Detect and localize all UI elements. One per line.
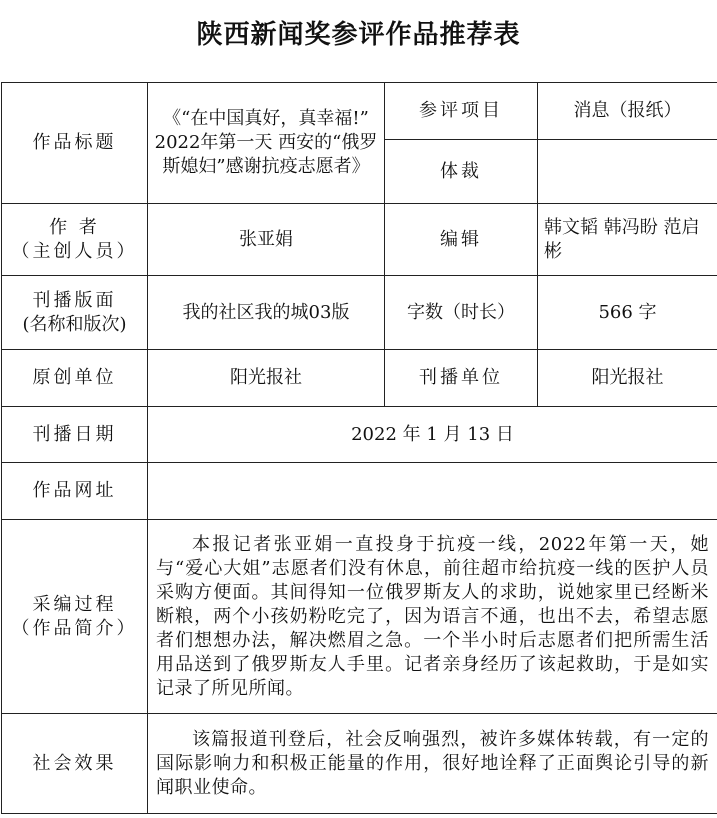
process-label-line2: （作品简介） (11, 617, 138, 639)
wordcount-label: 字数（时长） (385, 276, 538, 350)
publisher-value: 阳光报社 (538, 350, 717, 407)
title-label: 作品标题 (2, 83, 148, 204)
origin-value: 阳光报社 (148, 350, 385, 407)
genre-value (538, 140, 717, 204)
category-label: 参评项目 (385, 83, 538, 140)
category-value: 消息（报纸） (538, 83, 717, 140)
date-value: 2022 年 1 月 13 日 (148, 407, 717, 463)
url-label: 作品网址 (2, 463, 148, 520)
process-label-line1: 采编过程 (32, 593, 117, 615)
process-label (2, 520, 148, 714)
editor-value: 韩文韬 韩冯盼 范启彬 (538, 204, 717, 276)
effect-label: 社会效果 (2, 714, 148, 814)
origin-label: 原创单位 (2, 350, 148, 407)
author-value: 张亚娟 (148, 204, 385, 276)
author-label (2, 204, 148, 276)
page-label-line2: (名称和版次) (22, 313, 127, 335)
effect-value: 该篇报道刊登后，社会反响强烈，被许多媒体转载，有一定的国际影响力和积极正能量的作用，很好地诠释了正面舆论引导的新闻职业使命。 (148, 714, 717, 814)
wordcount-value: 566 字 (538, 276, 717, 350)
author-label-line2: （主创人员） (11, 240, 138, 262)
document-title: 陕西新闻奖参评作品推荐表 (196, 20, 521, 50)
url-value (148, 463, 717, 520)
title-value: 《“在中国真好，真幸福!” 2022年第一天 西安的“俄罗斯媳妇”感谢抗疫志愿者》 (148, 83, 385, 204)
genre-label: 体裁 (385, 140, 538, 204)
date-label: 刊播日期 (2, 407, 148, 463)
recommendation-form-table (1, 82, 717, 814)
process-value: 本报记者张亚娟一直投身于抗疫一线，2022年第一天，她与“爱心大姐”志愿者们没有休息，前往超市给抗疫一线的医护人员采购方便面。其间得知一位俄罗斯友人的求助，说她家里已经断米断粮，两个小孩奶粉吃完了，因为语言不通，也出不去，希望志愿者们想想办法，解决燃眉之急。一个半小时后志愿者们把所需生活用品送到了俄罗斯友人手里。记者亲身经历了该起救助，于是如实记录了所见所闻。 (148, 520, 717, 714)
author-label-line1: 作 者 (49, 216, 100, 238)
page-value: 我的社区我的城03版 (148, 276, 385, 350)
editor-label: 编辑 (385, 204, 538, 276)
page-label (2, 276, 148, 350)
publisher-label: 刊播单位 (385, 350, 538, 407)
page-label-line1: 刊播版面 (32, 289, 117, 311)
